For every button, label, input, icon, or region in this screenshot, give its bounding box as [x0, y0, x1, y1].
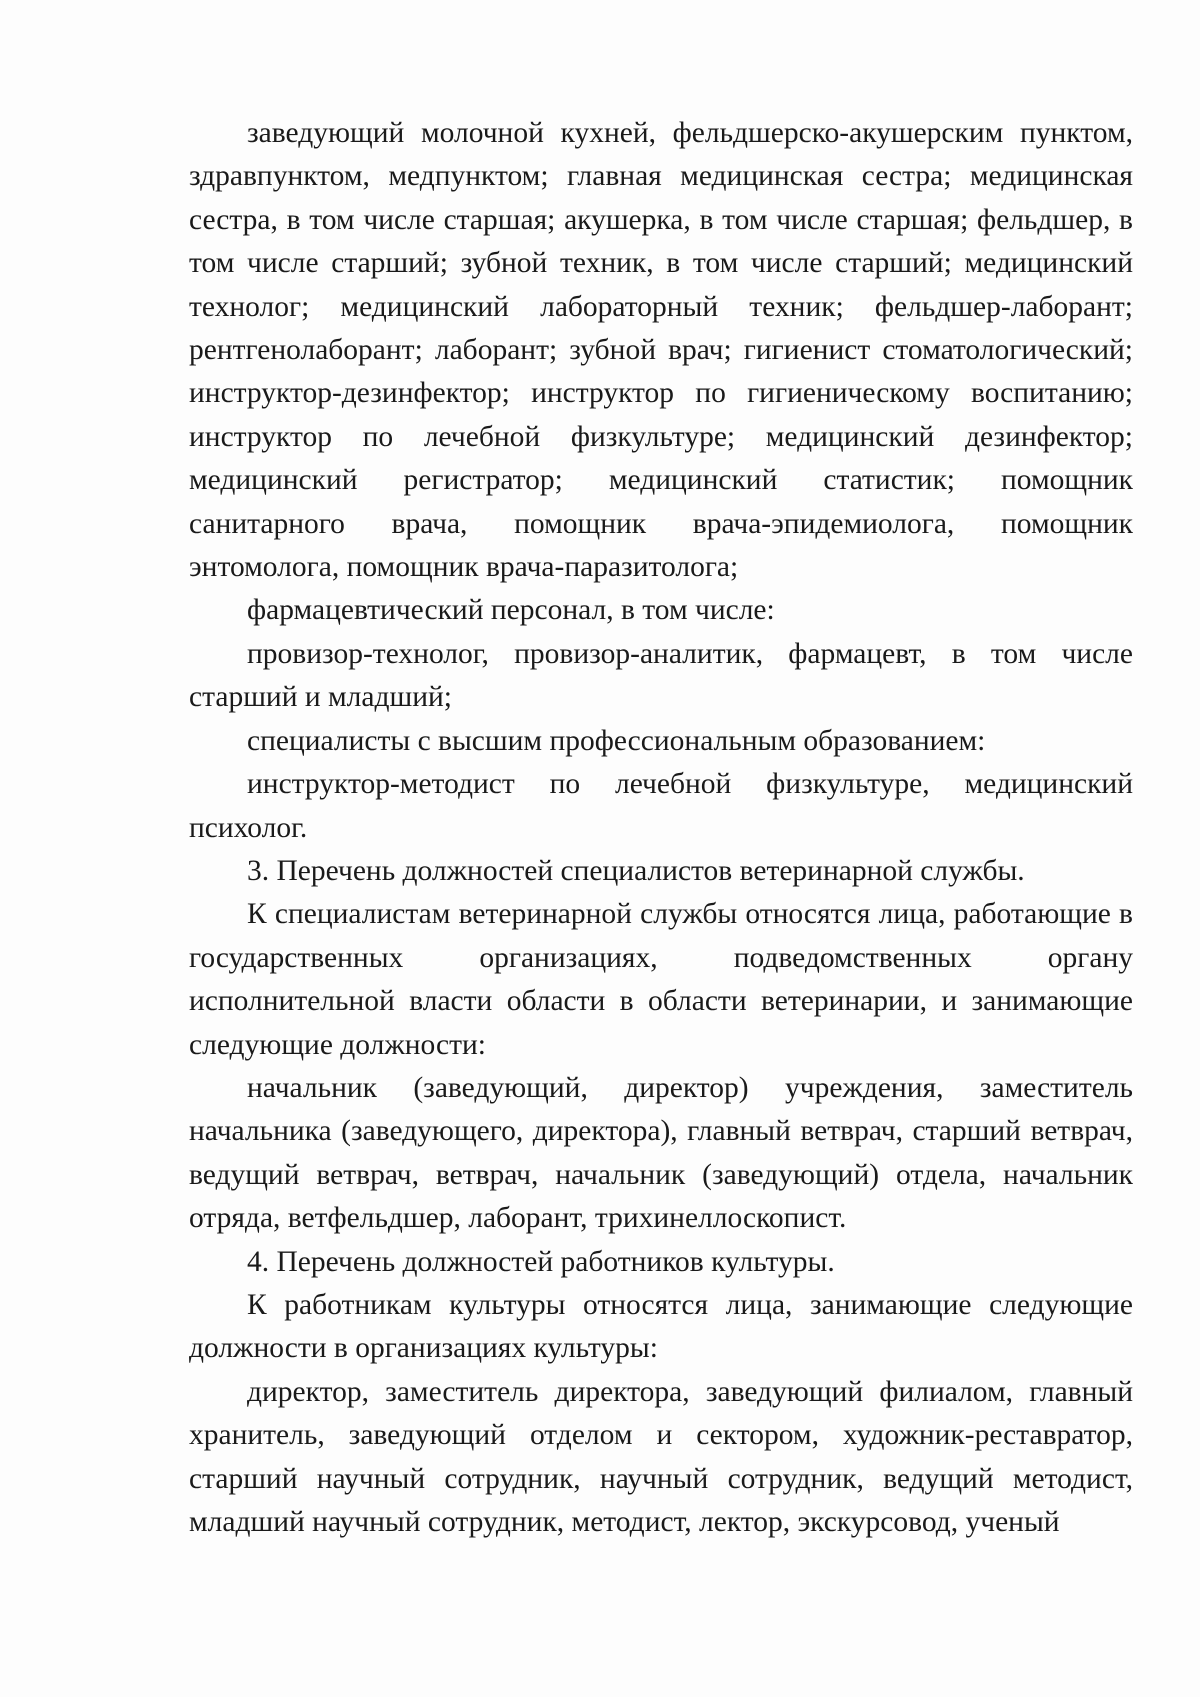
paragraph-veterinary-list: начальник (заведующий, директор) учреждения, заместитель начальника (заведующего, директора), главный ветврач, старший ветврач, ведущий ветврач, ветврач, начальник (заведующий) отдела, начальник отряда, ветфельдшер, лаборант, трихинеллоскопист. — [189, 1071, 1133, 1235]
paragraph-higher-education-heading: специалисты с высшим профессиональным образованием: — [247, 724, 986, 757]
paragraph-pharmacy-heading: фармацевтический персонал, в том числе: — [247, 594, 775, 627]
section-heading-culture: 4. Перечень должностей работников культуры. — [247, 1245, 835, 1278]
paragraph-culture-intro: К работникам культуры относятся лица, занимающие следующие должности в организациях культуры: — [189, 1288, 1133, 1365]
paragraph-veterinary-intro: К специалистам ветеринарной службы относятся лица, работающие в государственных организациях, подведомственных органу исполнительной власти области в области ветеринарии, и занимающие следующие должности: — [189, 898, 1133, 1061]
paragraph-medical-staff-list: заведующий молочной кухней, фельдшерско-акушерским пунктом, здравпунктом, медпунктом; главная медицинская сестра; медицинская сестра, в том числе старшая; акушерка, в том числе старшая; фельдшер, в том числе старший; зубной техник, в том числе старший; медицинский технолог; медицинский лабораторный техник; фельдшер-лаборант; рентгенолаборант; лаборант; зубной врач; гигиенист стоматологический; инструктор-дезинфектор; инструктор по гигиеническому воспитанию; инструктор по лечебной физкультуре; медицинский дезинфектор; медицинский регистратор; медицинский статистик; помощник санитарного врача, помощник врача-эпидемиолога, помощник энтомолога, помощник врача-паразитолога; — [189, 117, 1133, 584]
document-body — [189, 112, 1133, 1544]
paragraph-culture-list: директор, заместитель директора, заведующий филиалом, главный хранитель, заведующий отделом и сектором, художник-реставратор, старший научный сотрудник, научный сотрудник, ведущий методист, младший научный сотрудник, методист, лектор, экскурсовод, ученый — [189, 1375, 1133, 1538]
paragraph-higher-education-list: инструктор-методист по лечебной физкультуре, медицинский психолог. — [189, 768, 1133, 844]
paragraph-pharmacy-list: провизор-технолог, провизор-аналитик, фармацевт, в том числе старший и младший; — [189, 637, 1133, 714]
section-heading-veterinary: 3. Перечень должностей специалистов ветеринарной службы. — [247, 854, 1025, 887]
